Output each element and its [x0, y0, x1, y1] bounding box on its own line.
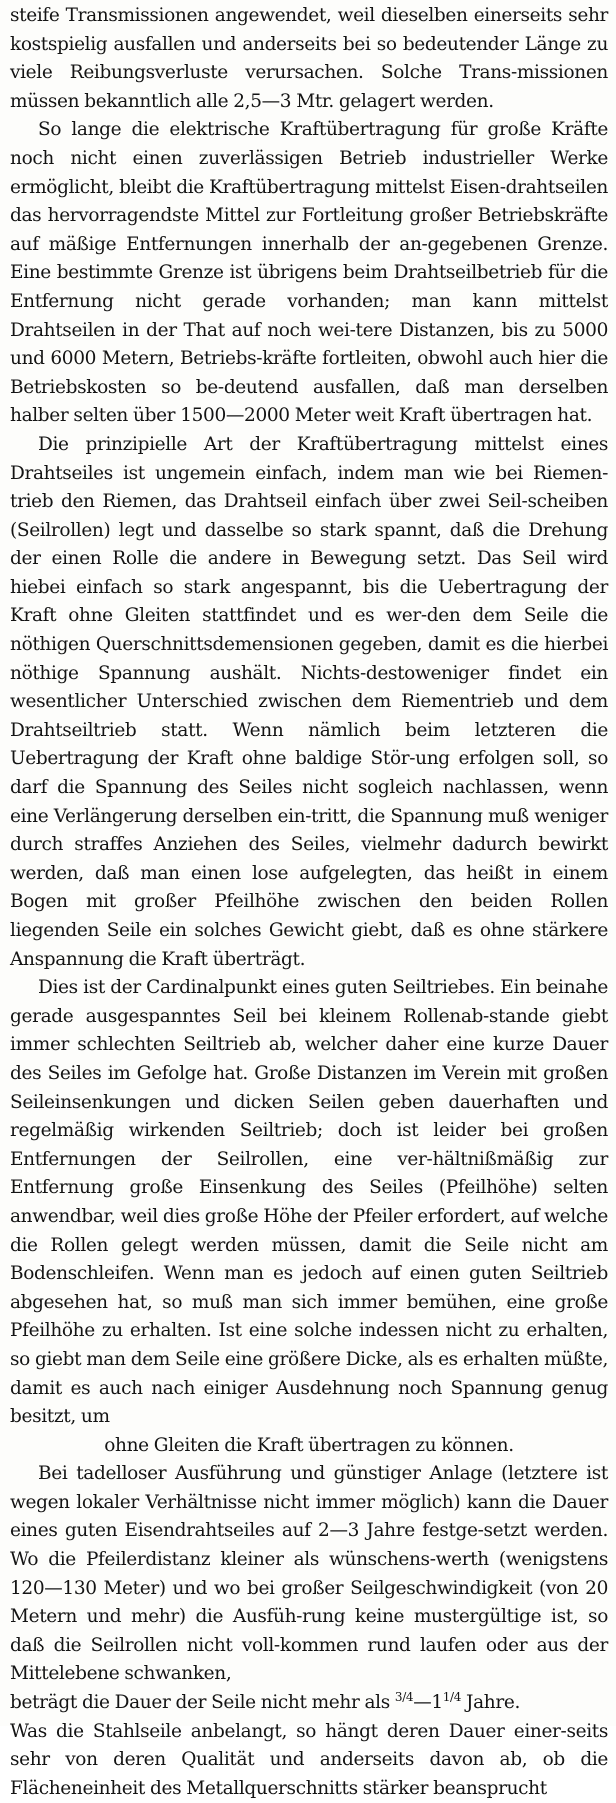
- text-line: Kräfte noch nicht einen zuverlässigen Betrieb industrieller: [10, 119, 608, 169]
- paragraph-5-tail: [10, 1718, 608, 1803]
- text-line: sogleich nachlassen, wenn eine Verlängerung derselben ein-: [10, 777, 609, 827]
- text-line: kurze Dauer des Seiles im Gefolge hat. Große Distanzen: [10, 1034, 609, 1084]
- paragraph-4: [10, 974, 608, 1432]
- text-line: beim letzteren die Uebertragung der Kraft ohne baldige Stör-: [10, 719, 609, 770]
- text-line: Seilgeschwindigkeit (von 20 Metern und mehr) die Ausfüh-: [10, 1577, 608, 1628]
- text-line: den dem Seile die nöthigen Querschnittsdemensionen gegeben,: [10, 605, 609, 656]
- text-line: nach einiger Ausdehnung noch Spannung genug besitzt, um: [10, 1377, 609, 1428]
- text-line: Drahtseiles ist ungemein einfach, indem man wie bei Riemen-: [10, 462, 608, 484]
- text-line: kräfte fortleiten, obwohl auch hier die Betriebskosten so be-: [10, 348, 608, 398]
- text-line: werth (wenigstens 120—130 Meter) und wo bei großer: [10, 1549, 608, 1599]
- text-line: Drahtseilbetrieb für die Entfernung nicht gerade vorhanden;: [10, 262, 609, 312]
- text-line: sehr kostspielig ausfallen und anderseits bei so bedeutender: [10, 5, 609, 55]
- fraction-three-quarters: 3/4: [394, 1689, 414, 1704]
- text-line: 1500—2000 Meter weit Kraft übertragen hat.: [180, 405, 593, 427]
- text-line: solches Gewicht giebt, daß es ohne stärkere Anspannung die: [10, 920, 608, 970]
- paragraph-1: [10, 2, 608, 116]
- text-line: werden.: [419, 90, 494, 112]
- text-line: Die prinzipielle Art der Kraftübertragung mittelst eines: [38, 433, 608, 455]
- text-line: trieb den Riemen, das Drahtseil einfach über zwei Seil-: [10, 491, 528, 513]
- text-line: Werke ermöglicht, bleibt die Kraftübertragung mittelst Eisen-: [10, 147, 609, 198]
- text-line: Uebertragung der Kraft ohne Gleiten stattfindet und es wer-: [10, 576, 608, 627]
- text-line: Bei tadelloser Ausführung und günstiger Anlage (letztere: [38, 1463, 578, 1485]
- text-line: man kann mittelst Drahtseilen in der That auf noch wei-: [10, 290, 608, 341]
- fraction-line-before: beträgt die Dauer der Seile nicht mehr als: [10, 1692, 395, 1714]
- text-line: Seiles, vielmehr dadurch bewirkt werden, daß man einen: [10, 834, 608, 884]
- text-line: Dauer eines guten Eisendrahtseiles auf 2—3 Jahre festge-: [10, 1491, 608, 1542]
- text-line: tere Distanzen, bis zu 5000 und 6000 Metern, Betriebs-: [10, 319, 608, 370]
- text-line: lose aufgelegten, das heißt in einem Bogen mit großer: [10, 862, 609, 913]
- text-line: So lange die elektrische Kraftübertragung für große: [38, 119, 541, 141]
- text-line: ung erfolgen soll, so darf die Spannung des Seiles nicht: [10, 748, 608, 799]
- text-line: tritt, die Spannung muß weniger durch straffes Anziehen des: [10, 805, 608, 856]
- paragraph-3: [10, 431, 608, 974]
- text-body: [10, 2, 608, 1803]
- text-line: Was die Stahlseile anbelangt, so hängt deren Dauer einer-: [10, 1720, 567, 1742]
- text-line: missionen müssen bekanntlich alle 2,5—3 Mtr. gelagert: [10, 62, 608, 112]
- text-line: seits sehr von deren Qualität und anderseits davon ab, ob: [10, 1720, 608, 1771]
- text-line: damit es die hierbei nöthige Spannung aushält. Nichts-: [10, 634, 609, 684]
- text-line: Pfeilhöhe zwischen den beiden Rollen liegenden Seile ein: [10, 891, 609, 941]
- text-line: Kraft überträgt.: [161, 948, 306, 970]
- text-line: hältnißmäßig zur Entfernung große Einsenkung des Seiles: [10, 1148, 608, 1199]
- text-line: geben dauerhaften und regelmäßig wirkenden Seiltrieb; doch: [10, 1091, 609, 1142]
- text-line: immer bemühen, eine große Pfeilhöhe zu erhalten. Ist eine: [10, 1291, 608, 1342]
- text-line: Länge zu viele Reibungsverluste verursachen. Solche Trans-: [10, 33, 609, 84]
- text-line: (Pfeilhöhe) selten anwendbar, weil dies große Höhe der: [10, 1177, 608, 1227]
- text-line: rung keine mustergültige ist, so daß die Seilrollen nicht voll-: [10, 1606, 608, 1656]
- text-line: ist leider bei großen Entfernungen der Seilrollen, eine ver-: [10, 1120, 608, 1170]
- text-line: gegebenen Grenze. Eine bestimmte Grenze ist übrigens beim: [10, 233, 608, 284]
- text-line: Dies ist der Cardinalpunkt eines guten Seiltriebes. Ein: [38, 977, 531, 999]
- text-line: destoweniger findet ein wesentlicher Unterschied zwischen dem: [10, 662, 608, 713]
- text-line: die Flächeneinheit des Metallquerschnitts stärker beansprucht: [10, 1749, 609, 1799]
- fraction-one-quarter: 1/4: [442, 1689, 462, 1704]
- text-line: Pfeiler erfordert, auf welche die Rollen gelegt werden müssen,: [10, 1205, 608, 1256]
- paragraph-2: [10, 116, 608, 431]
- text-line: beinahe gerade ausgespanntes Seil bei kleinem Rollenab-: [10, 977, 608, 1027]
- text-line: scheiben (Seilrollen) legt und dasselbe so stark spannt, daß: [10, 491, 608, 541]
- text-line: die Drehung der einen Rolle die andere in Bewegung setzt.: [10, 519, 608, 570]
- text-line: auf einen guten Seiltrieb abgesehen hat, so muß man sich: [10, 1263, 609, 1313]
- text-line: kommen rund laufen oder aus der Mittelebene schwanken,: [10, 1634, 609, 1685]
- text-line: steife Transmissionen angewendet, weil dieselben einerseits: [10, 5, 563, 26]
- text-line: setzt werden. Wo die Pfeilerdistanz kleiner als wünschens-: [10, 1520, 608, 1571]
- fraction-line-after: Jahre.: [461, 1692, 520, 1714]
- text-line: deutend ausfallen, daß man derselben halber selten über: [10, 376, 609, 427]
- paragraph-5: [10, 1460, 608, 1689]
- text-line: im Verein mit großen Seileinsenkungen und dicken Seilen: [10, 1062, 609, 1113]
- text-line: ist wegen lokaler Verhältnisse nicht immer möglich) kann die: [10, 1463, 609, 1513]
- text-line: eine größere Dicke, als es erhalten müßte, damit es auch: [10, 1348, 608, 1399]
- paragraph-4-last-line: ohne Gleiten die Kraft übertragen zu können.: [104, 1434, 514, 1456]
- text-line: Betriebskräfte auf mäßige Entfernungen innerhalb der an-: [10, 205, 608, 255]
- text-line: drahtseilen das hervorragendste Mittel zur Fortleitung großer: [10, 176, 608, 227]
- text-line: solche indessen nicht zu erhalten, so giebt man dem Seile: [10, 1320, 609, 1370]
- text-line: damit die Seile nicht am Bodenschleifen. Wenn man es jedoch: [10, 1234, 608, 1285]
- text-line: Das Seil wird hiebei einfach so stark angespannt, bis die: [10, 548, 609, 598]
- text-line: stande giebt immer schlechten Seiltrieb ab, welcher daher eine: [10, 1005, 608, 1056]
- fraction-line-middle: —1: [413, 1692, 443, 1714]
- paragraph-5-fraction-line: [10, 1689, 608, 1718]
- text-line: Riementrieb und dem Drahtseiltrieb statt. Wenn nämlich: [10, 691, 608, 741]
